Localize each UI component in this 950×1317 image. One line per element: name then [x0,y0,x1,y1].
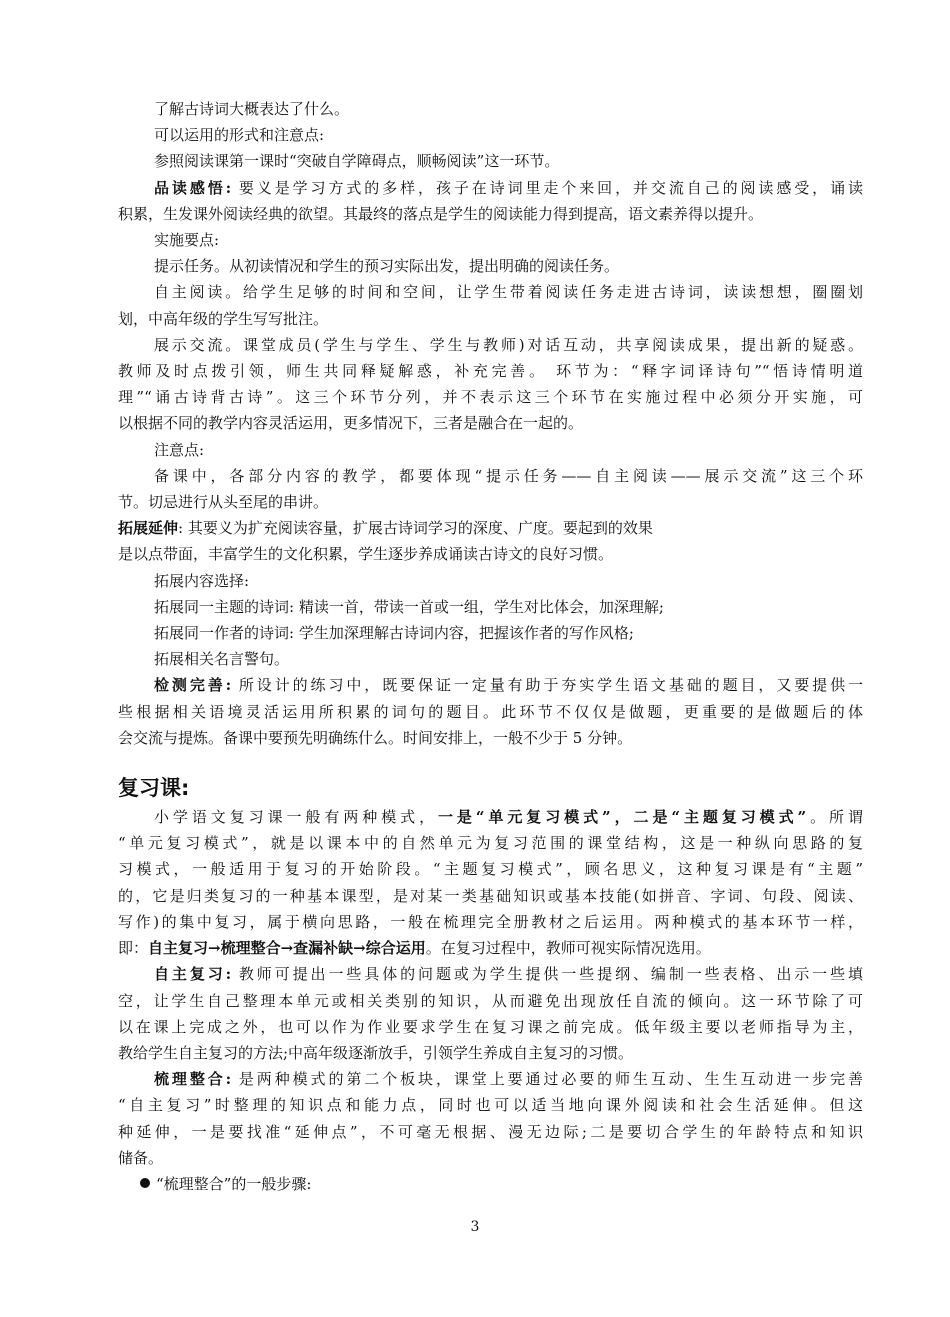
shishi-self2: 划，中高年级的学生写写批注。 [118,309,329,328]
pindu-line1 [118,175,863,201]
zizhu-text: 教师可提出一些具体的问题或为学生提供一些提纲、编制一些表格、出示一些填 [231,965,863,984]
pindu-text: 要义是学习方式的多样，孩子在诗词里走个来回，并交流自己的阅读感受，诵读 [231,178,863,197]
fuxi-emphasis: 一是“单元复习模式”，二是“主题复习模式” [438,808,807,827]
shuli-label: 梳理整合: [154,1070,232,1089]
zhuyi-line1: 备课中，各部分内容的教学，都要体现“提示任务——自主阅读——展示交流”这三个环 [154,466,863,485]
page-number: 3 [470,1219,480,1235]
fuxi-p1-line1 [118,804,863,830]
zizhu-label: 自主复习: [154,965,232,984]
shuli-line1 [118,1066,863,1092]
shuli-text: 是两种模式的第二个板块，课堂上要通过必要的师生互动、生生互动进一步完善 [231,1070,863,1089]
fuxi-text: 。在复习过程中，教师可视实际情况选用。 [425,939,711,958]
zizhu-line: 空，让学生自己整理本单元或相关类别的知识，从而避免出现放任自流的倾向。这一环节除了可 [118,991,863,1010]
text-line: 可以运用的形式和注意点: [154,126,325,145]
tuozhan-item: 拓展同一作者的诗词: 学生加深理解古诗词内容，把握该作者的写作风格; [154,624,634,643]
fuxi-p1-line: 的，它是归类复习的一种基本课型，是对某一类基础知识或基本技能(如拼音、字词、句段、阅读、 [118,886,863,905]
tuozhan-choose: 拓展内容选择: [154,571,250,590]
shuli-line: 种延伸，一是要找准“延伸点”，不可毫无根据、漫无边际;二是要切合学生的年龄特点和知识 [118,1122,863,1141]
zizhu-line1 [118,961,863,987]
zizhu-line: 以在课上完成之外，也可以作为作业要求学生在复习课之前完成。低年级主要以老师指导为主， [118,1017,863,1036]
shishi-self1: 自主阅读。给学生足够的时间和空间，让学生带着阅读任务走进古诗词，读读想想，圈圈划 [154,283,863,302]
jiance-line1 [118,672,863,698]
jiance-label: 检测完善: [154,676,232,695]
zhuyi-head: 注意点: [154,440,205,459]
shishi-show4: 以根据不同的教学内容灵活运用，更多情况下，三者是融合在一起的。 [118,414,584,433]
fuxi-text: 。所谓 [806,808,863,827]
tuozhan-item: 拓展相关名言警句。 [154,650,290,669]
jiance-line3: 会交流与提炼。备课中要预先明确练什么。时间安排上，一般不少于 5 分钟。 [118,728,633,747]
fuxi-p1-line6 [118,935,863,961]
jiance-line2: 些根据相关语境灵活运用所积累的词句的题目。此环节不仅仅是做题，更重要的是做题后的体 [118,702,863,721]
tuozhan-item: 拓展同一主题的诗词: 精读一首，带读一首或一组，学生对比体会，加深理解; [154,597,664,616]
section-heading: 复习课: [118,776,190,801]
fuxi-p1-line: 习模式，一般适用于复习的开始阶段。“主题复习模式”，顾名思义，这种复习课是有“主题” [118,860,863,879]
pindu-label: 品读感悟: [154,178,232,197]
bullet-icon [140,1178,150,1188]
tuozhan-text: : 其要义为扩充阅读容量，扩展古诗词学习的深度、广度。要起到的效果 [178,519,653,538]
jiance-text: 所设计的练习中，既要保证一定量有助于夯实学生语文基础的题目，又要提供一 [231,676,863,695]
fuxi-p1-line: “单元复习模式”，就是以课本中的自然单元为复习范围的课堂结构，这是一种纵向思路的复 [118,834,863,853]
fuxi-p1-line: 写作)的集中复习，属于横向思路，一般在梳理完全册教材之后运用。两种模式的基本环节一样， [118,912,863,931]
text-line: 了解古诗词大概表达了什么。 [154,100,350,118]
bullet-item [118,1171,863,1197]
shishi-task: 提示任务。从初读情况和学生的预习实际出发，提出明确的阅读任务。 [154,257,620,276]
zizhu-line: 教给学生自主复习的方法;中高年级逐渐放手，引领学生养成自主复习的习惯。 [118,1043,634,1062]
shishi-show3: 理”“诵古诗背古诗”。这三个环节分列，并不表示这三个环节在实施过程中必须分开实施，可 [118,388,863,407]
fuxi-text: 即： [118,939,149,958]
tuozhan-line1 [118,515,863,541]
tuozhan-line2: 是以点带面，丰富学生的文化积累，学生逐步养成诵读古诗文的良好习惯。 [118,545,614,564]
zhuyi-line2: 节。切忌进行从头至尾的串讲。 [118,493,329,512]
shishi-show1: 展示交流。课堂成员(学生与学生、学生与教师)对话互动，共享阅读成果，提出新的疑惑。 [154,335,863,354]
shuli-line: “自主复习”时整理的知识点和能力点，同时也可以适当地向课外阅读和社会生活延伸。但这 [118,1096,863,1115]
document-page [118,96,863,1197]
tuozhan-label: 拓展延伸 [118,519,179,538]
text-line: 参照阅读课第一课时“突破自学障碍点，顺畅阅读”这一环节。 [154,152,560,171]
pindu-line2: 积累，生发课外阅读经典的欲望。其最终的落点是学生的阅读能力得到提高，语文素养得以提升。 [118,204,764,223]
fuxi-steps: 自主复习→梳理整合→查漏补缺→综合运用 [148,939,426,958]
shishi-head: 实施要点: [154,231,220,250]
fuxi-text: 小学语文复习课一般有两种模式， [154,808,438,827]
shishi-show2: 教师及时点拨引领，师生共同释疑解惑，补充完善。 环节为：“释字词译诗句”“悟诗情明道 [118,362,863,381]
bullet-text: “梳理整合”的一般步骤: [156,1174,312,1193]
shuli-line: 储备。 [118,1148,164,1167]
